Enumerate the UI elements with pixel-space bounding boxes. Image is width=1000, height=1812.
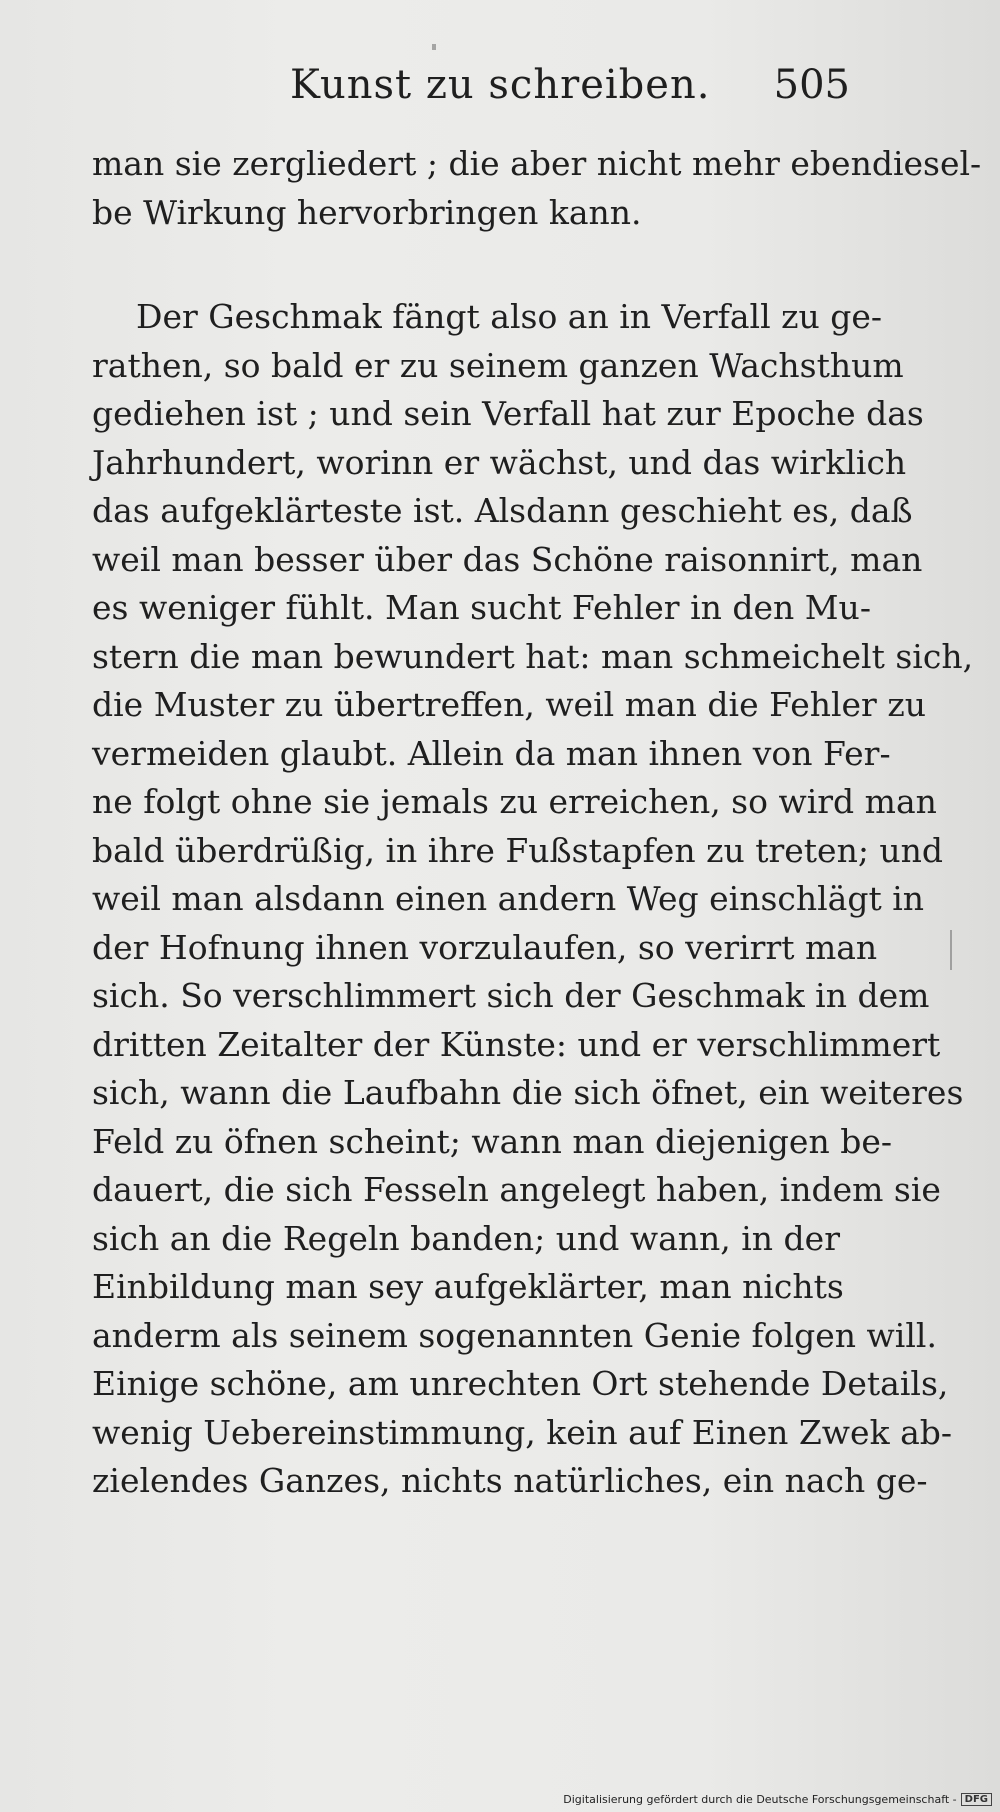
dfg-logo: DFG [961, 1793, 992, 1806]
body-text [92, 140, 982, 1506]
text-line: weil man alsdann einen andern Weg einschlägt in [92, 879, 925, 918]
text-line: Einbildung man sey aufgeklärter, man nichts [92, 1267, 844, 1306]
text-line: zielendes Ganzes, nichts natürliches, ein nach ge- [92, 1461, 928, 1500]
text-line: ne folgt ohne sie jemals zu erreichen, so wird man [92, 782, 937, 821]
paragraph [92, 293, 974, 1506]
text-line: die Muster zu übertreffen, weil man die Fehler zu [92, 685, 926, 724]
ink-speck [432, 44, 436, 50]
text-line: wenig Uebereinstimmung, kein auf Einen Zwek ab- [92, 1412, 953, 1452]
text-line: sich an die Regeln banden; und wann, in der [92, 1218, 840, 1258]
text-line: gediehen ist ; und sein Verfall hat zur Epoche das [92, 394, 924, 433]
text-line: Einige schöne, am unrechten Ort stehende Details, [92, 1364, 949, 1403]
running-title: Kunst zu schreiben. [290, 62, 711, 108]
text-line: dritten Zeitalter der Künste: und er verschlimmert [92, 1024, 941, 1064]
text-line: stern die man bewundert hat: man schmeichelt sich, [92, 636, 974, 676]
text-line: Jahrhundert, worinn er wächst, und das wirklich [92, 442, 907, 482]
text-line: das aufgeklärteste ist. Alsdann geschieht es, daß [92, 491, 913, 530]
text-line: man sie zergliedert ; die aber nicht mehr ebendiesel- [92, 144, 982, 183]
page-header [90, 62, 850, 122]
text-line: Der Geschmak fängt also an in Verfall zu ge- [136, 297, 883, 336]
credit-text: Digitalisierung gefördert durch die Deutsche Forschungsgemeinschaft - [563, 1793, 957, 1806]
text-line: weil man besser über das Schöne raisonnirt, man [92, 539, 923, 579]
page-number: 505 [773, 62, 850, 108]
text-line: dauert, die sich Fesseln angelegt haben, indem sie [92, 1170, 941, 1209]
text-line: anderm als seinem sogenannten Genie folgen will. [92, 1315, 937, 1355]
text-line: bald überdrüßig, in ihre Fußstapfen zu treten; und [92, 830, 944, 870]
margin-mark [950, 930, 952, 970]
paragraph [92, 140, 982, 237]
text-line: der Hofnung ihnen vorzulaufen, so verirrt man [92, 927, 878, 967]
text-line: es weniger fühlt. Man sucht Fehler in den Mu- [92, 588, 871, 627]
text-line: vermeiden glaubt. Allein da man ihnen von Fer- [92, 733, 891, 773]
text-line: sich, wann die Laufbahn die sich öfnet, ein weiteres [92, 1073, 964, 1112]
text-line: rathen, so bald er zu seinem ganzen Wachsthum [92, 345, 904, 385]
text-line: Feld zu öfnen scheint; wann man diejenigen be- [92, 1121, 893, 1161]
text-line: be Wirkung hervorbringen kann. [92, 192, 642, 232]
digitization-credit [563, 1793, 992, 1806]
text-line: sich. So verschlimmert sich der Geschmak in dem [92, 976, 930, 1015]
